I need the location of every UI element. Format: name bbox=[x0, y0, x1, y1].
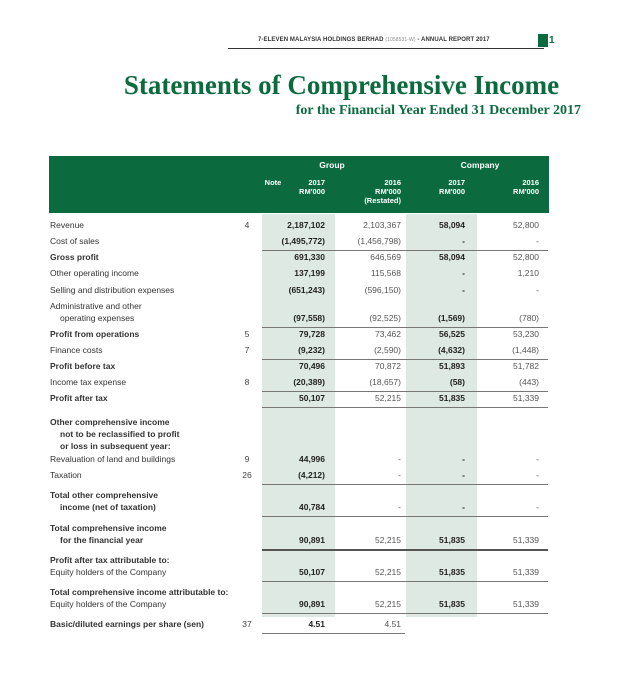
row-label-line: Other comprehensive income bbox=[50, 417, 170, 427]
cell-c16: - bbox=[536, 285, 539, 295]
cell-g16: 70,872 bbox=[375, 361, 401, 371]
row-label-line: Income tax expense bbox=[50, 377, 127, 387]
row-label-line: Total other comprehensive bbox=[50, 490, 159, 500]
row-label-line: not to be reclassified to profit bbox=[60, 429, 180, 439]
row-label-line: Revenue bbox=[50, 220, 85, 230]
cell-c17: (58) bbox=[449, 377, 465, 387]
cell-c17: 58,094 bbox=[439, 252, 465, 262]
cell-c17: 51,893 bbox=[439, 361, 465, 371]
row-note: 4 bbox=[244, 220, 250, 230]
cell-c16: - bbox=[536, 454, 539, 464]
cell-g16: - bbox=[398, 454, 401, 464]
cell-g16: - bbox=[398, 470, 401, 480]
running-header: 7-ELEVEN MALAYSIA HOLDINGS BERHAD (1058531-W) - ANNUAL REPORT 2017 bbox=[258, 37, 490, 43]
row-label-line: Revaluation of land and buildings bbox=[50, 454, 176, 464]
cell-c16: 51,782 bbox=[513, 361, 539, 371]
cell-g16: 73,462 bbox=[375, 329, 401, 339]
group-2016-header: 2016 RM'000 (Restated) bbox=[364, 178, 401, 205]
cell-c17: - bbox=[462, 470, 465, 480]
row-label-line: Profit from operations bbox=[50, 329, 140, 339]
cell-c16: 51,339 bbox=[513, 535, 539, 545]
cell-g17: 137,199 bbox=[294, 268, 325, 278]
cell-g17: (9,232) bbox=[298, 345, 325, 355]
cell-c17: - bbox=[462, 454, 465, 464]
cell-c16: 52,800 bbox=[513, 220, 539, 230]
cell-c17: 51,835 bbox=[439, 535, 465, 545]
row-note: 9 bbox=[244, 454, 250, 464]
row-label-line: Finance costs bbox=[50, 345, 103, 355]
cell-g17: 2,187,102 bbox=[287, 220, 325, 230]
cell-g17: 44,996 bbox=[299, 454, 325, 464]
cell-g17: (651,243) bbox=[288, 285, 325, 295]
group-header: Group bbox=[319, 160, 345, 170]
cell-g17: 50,107 bbox=[299, 393, 325, 403]
company-2017-header: 2017 RM'000 bbox=[439, 178, 465, 196]
cell-g16: 4.51 bbox=[384, 619, 401, 629]
cell-c16: 51,339 bbox=[513, 567, 539, 577]
cell-g17: (97,558) bbox=[293, 313, 325, 323]
cell-c17: (1,569) bbox=[438, 313, 465, 323]
cell-c17: (4,632) bbox=[438, 345, 465, 355]
cell-g16: 52,215 bbox=[375, 535, 401, 545]
row-label-line: Profit before tax bbox=[50, 361, 116, 371]
cell-c16: 51,339 bbox=[513, 393, 539, 403]
table-row bbox=[0, 570, 623, 630]
cell-g17: 40,784 bbox=[299, 502, 325, 512]
cell-c16: (1,448) bbox=[512, 345, 539, 355]
row-note: 26 bbox=[242, 470, 252, 480]
cell-c16: 1,210 bbox=[517, 268, 539, 278]
rule-line bbox=[262, 633, 405, 634]
row-label-line: Taxation bbox=[50, 470, 82, 480]
row-label-line: Profit after tax attributable to: bbox=[50, 555, 170, 565]
cell-g16: (596,150) bbox=[364, 285, 401, 295]
header-rule bbox=[228, 48, 544, 49]
cell-g17: 691,330 bbox=[294, 252, 325, 262]
cell-g16: (92,525) bbox=[369, 313, 401, 323]
row-label-line: Total comprehensive income attributable to: bbox=[50, 587, 229, 597]
cell-c17: 51,835 bbox=[439, 567, 465, 577]
company-2016-header: 2016 RM'000 bbox=[513, 178, 539, 196]
cell-g16: 52,215 bbox=[375, 567, 401, 577]
page-tab bbox=[538, 34, 548, 47]
cell-g16: (1,456,798) bbox=[357, 236, 401, 246]
row-label-line: Administrative and other bbox=[50, 301, 142, 311]
page-title: Statements of Comprehensive Income bbox=[123, 70, 560, 100]
page-subtitle: for the Financial Year Ended 31 December 2017 bbox=[295, 103, 581, 118]
cell-g16: (2,590) bbox=[374, 345, 401, 355]
row-label-line: for the financial year bbox=[60, 535, 144, 545]
cell-g17: (20,389) bbox=[293, 377, 325, 387]
row-label-line: Cost of sales bbox=[50, 236, 100, 246]
cell-g17: (4,212) bbox=[298, 470, 325, 480]
cell-g16: 52,215 bbox=[375, 599, 401, 609]
cell-g16: - bbox=[398, 502, 401, 512]
cell-c16: - bbox=[536, 470, 539, 480]
note-header: Note bbox=[264, 178, 282, 187]
cell-g17: 4.51 bbox=[308, 619, 325, 629]
row-label bbox=[50, 618, 204, 630]
row-label-line: Basic/diluted earnings per share (sen) bbox=[50, 619, 204, 629]
row-note: 5 bbox=[244, 329, 250, 339]
cell-c17: - bbox=[462, 236, 465, 246]
cell-g16: 115,568 bbox=[370, 268, 401, 278]
cell-g16: 2,103,367 bbox=[363, 220, 401, 230]
row-label-line: Equity holders of the Company bbox=[50, 599, 167, 609]
cell-c17: 51,835 bbox=[439, 393, 465, 403]
cell-c17: - bbox=[462, 268, 465, 278]
row-label-line: Total comprehensive income bbox=[50, 523, 167, 533]
row-label-line: Equity holders of the Company bbox=[50, 567, 167, 577]
cell-g16: (18,657) bbox=[369, 377, 401, 387]
row-label-line: Gross profit bbox=[50, 252, 99, 262]
cell-g17: 50,107 bbox=[299, 567, 325, 577]
cell-c16: (780) bbox=[519, 313, 539, 323]
company-header: Company bbox=[460, 160, 500, 170]
row-note: 8 bbox=[244, 377, 250, 387]
row-label-line: or loss in subsequent year: bbox=[60, 441, 171, 451]
cell-c17: - bbox=[462, 502, 465, 512]
row-label-line: income (net of taxation) bbox=[60, 502, 156, 512]
page-number: 1 bbox=[549, 35, 555, 46]
cell-g17: 79,728 bbox=[299, 329, 325, 339]
cell-c16: 51,339 bbox=[513, 599, 539, 609]
group-2017-header: 2017 RM'000 bbox=[299, 178, 325, 196]
row-label-line: Profit after tax bbox=[50, 393, 108, 403]
cell-g16: 52,215 bbox=[375, 393, 401, 403]
cell-c16: - bbox=[536, 502, 539, 512]
cell-c17: 56,525 bbox=[439, 329, 465, 339]
row-label-line: operating expenses bbox=[60, 313, 135, 323]
cell-g17: 90,891 bbox=[299, 599, 325, 609]
cell-g16: 646,569 bbox=[370, 252, 401, 262]
cell-c16: 52,800 bbox=[513, 252, 539, 262]
cell-c16: (443) bbox=[519, 377, 539, 387]
cell-c17: 58,094 bbox=[439, 220, 465, 230]
cell-g17: 70,496 bbox=[299, 361, 325, 371]
cell-c16: - bbox=[536, 236, 539, 246]
cell-c17: 51,835 bbox=[439, 599, 465, 609]
row-note: 37 bbox=[242, 619, 252, 629]
row-label-line: Other operating income bbox=[50, 268, 139, 278]
row-note: 7 bbox=[244, 345, 250, 355]
cell-g17: (1,495,772) bbox=[281, 236, 325, 246]
cell-c17: - bbox=[462, 285, 465, 295]
row-label-line: Selling and distribution expenses bbox=[50, 285, 175, 295]
cell-c16: 53,230 bbox=[513, 329, 539, 339]
cell-g17: 90,891 bbox=[299, 535, 325, 545]
